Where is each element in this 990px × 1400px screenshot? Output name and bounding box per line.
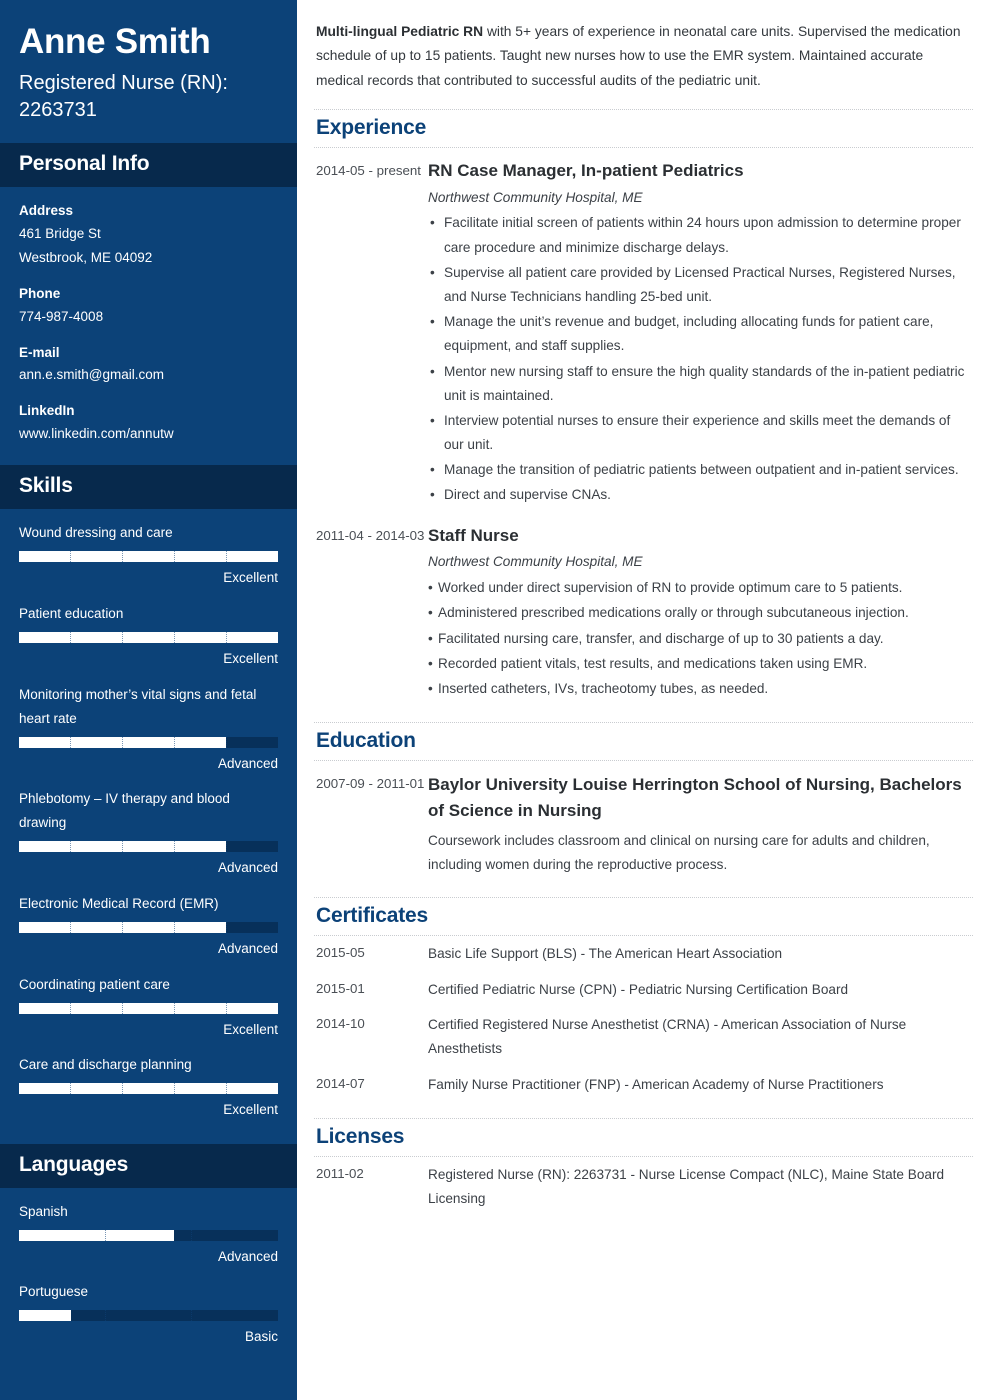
experience-bullet: • Inserted catheters, IVs, tracheotomy tubes, as needed. (428, 677, 971, 701)
languages-level: Basic (244, 1329, 278, 1345)
certificates-row (314, 972, 973, 1008)
skills-level: Excellent (223, 1102, 278, 1118)
bar-segment (227, 737, 278, 748)
experience-bullet: • Supervise all patient care provided by Licensed Practical Nurses, Registered Nurses, and Nurse Technicians handling 25-bed unit. (428, 261, 971, 309)
skills-row (19, 521, 278, 589)
skills-level: Excellent (223, 1021, 278, 1037)
section-licenses (314, 1118, 973, 1216)
skills-bar (19, 737, 278, 748)
skills-bar-fill (19, 737, 226, 748)
skills-name: Care and discharge planning (19, 1057, 192, 1073)
personal-info-label: Address (19, 202, 74, 218)
skills-bar (19, 632, 278, 643)
skills-bar (19, 1083, 278, 1094)
skills-row (19, 683, 278, 775)
certificates-row-text: Certified Pediatric Nurse (CPN) - Pediatric Nursing Certification Board (428, 981, 849, 997)
skills-name: Coordinating patient care (19, 976, 170, 992)
skills-body (0, 509, 297, 1143)
skills-bar-fill (19, 551, 278, 562)
skills-name: Electronic Medical Record (EMR) (19, 895, 219, 911)
languages-row (19, 1200, 278, 1268)
personal-info-value: ann.e.smith@gmail.com (19, 367, 165, 383)
skills-row (19, 1053, 278, 1121)
experience-entry-employer: Northwest Community Hospital, ME (428, 554, 643, 570)
bar-segment (106, 1310, 193, 1321)
skills-row (19, 787, 278, 879)
skills-bar (19, 922, 278, 933)
languages-bar (19, 1310, 278, 1321)
section-header-skills (0, 465, 297, 509)
experience-heading: Experience (314, 109, 973, 148)
skills-bar-fill (19, 922, 226, 933)
section-experience (314, 109, 973, 706)
bar-segment (227, 841, 278, 852)
certificates-row-text: Family Nurse Practitioner (FNP) - American Academy of Nurse Practitioners (428, 1076, 884, 1092)
certificates-row-date: 2015-01 (316, 980, 365, 996)
languages-bar (19, 1230, 278, 1241)
skills-bar-fill (19, 841, 226, 852)
licenses-row-date: 2011-02 (316, 1166, 364, 1182)
certificates-row-date: 2015-05 (316, 945, 365, 961)
languages-level: Advanced (217, 1248, 278, 1264)
section-certificates (314, 897, 973, 1102)
experience-bullet-list (428, 211, 971, 507)
experience-bullet: • Facilitate initial screen of patients within 24 hours upon admission to determine proper care procedure and minimize discharge delays. (428, 211, 971, 259)
skills-bar-fill (19, 1083, 278, 1094)
languages-name: Portuguese (19, 1284, 89, 1300)
experience-bullet: • Recorded patient vitals, test results, and medications taken using EMR. (428, 652, 971, 676)
bar-segment (192, 1230, 278, 1241)
experience-bullet: • Mentor new nursing staff to ensure the high quality standards of the in-patient pediatric unit is maintained. (428, 360, 971, 408)
licenses-heading: Licenses (314, 1118, 973, 1157)
certificates-heading: Certificates (314, 897, 973, 936)
certificates-row-date: 2014-07 (316, 1075, 365, 1091)
skills-row (19, 602, 278, 670)
skills-level: Advanced (217, 860, 278, 876)
skills-row (19, 892, 278, 960)
skills-bar-fill (19, 1003, 278, 1014)
experience-bullet: • Direct and supervise CNAs. (428, 483, 971, 507)
education-entry-description: Coursework includes classroom and clinical on nursing care for adults and children, including women during the reproductive process. (428, 832, 930, 872)
personal-info-label: E-mail (19, 344, 60, 360)
skills-name: Patient education (19, 606, 124, 622)
experience-entry-date: 2011-04 - 2014-03 (316, 527, 425, 543)
personal-info-value: 774-987-4008 (19, 308, 104, 324)
languages-row (19, 1280, 278, 1348)
professional-summary (314, 20, 973, 93)
experience-entry-body (428, 524, 971, 702)
personal-info-value: 461 Bridge St (19, 225, 101, 241)
skills-bar (19, 841, 278, 852)
section-education (314, 722, 973, 881)
main-content (297, 0, 990, 1400)
experience-entry-title: Staff Nurse (428, 525, 519, 545)
skills-name: Monitoring mother’s vital signs and fetal heart rate (19, 686, 257, 726)
skills-level: Excellent (223, 570, 278, 586)
education-entry-title: Baylor University Louise Herrington School of Nursing, Bachelors of Science in Nursing (428, 775, 962, 821)
personal-info-value: Westbrook, ME 04092 (19, 250, 153, 266)
personal-info-item (19, 284, 278, 329)
experience-entry (314, 148, 973, 513)
sidebar-header (0, 0, 297, 143)
skills-name: Wound dressing and care (19, 525, 173, 541)
education-entry (314, 761, 973, 881)
skills-name: Phlebotomy – IV therapy and blood drawing (19, 791, 230, 831)
personal-info-body (0, 187, 297, 466)
certificates-row (314, 936, 973, 972)
experience-bullet: • Manage the unit’s revenue and budget, including allocating funds for patient care, equipment, and staff supplies. (428, 310, 971, 358)
personal-info-heading: Personal Info (19, 151, 150, 175)
experience-bullet: • Administered prescribed medications orally or through subcutaneous injection. (428, 601, 971, 625)
summary-rest: with 5+ years of experience in neonatal care units. Supervised the medication schedule of up to 15 patients. Taught new nurses how to use the EMR system. Maintained accurate medical records that contributed to successful audits of the pediatric unit. (316, 24, 961, 88)
experience-bullet-list (428, 576, 971, 701)
education-entry-date: 2007-09 - 2011-01 (316, 776, 425, 792)
experience-entry-body (428, 159, 971, 509)
experience-bullet: • Worked under direct supervision of RN to provide optimum care to 5 patients. (428, 576, 971, 600)
section-header-personal-info (0, 143, 297, 187)
candidate-name: Anne Smith (19, 22, 211, 61)
skills-bar-fill (19, 632, 278, 643)
skills-level: Advanced (217, 755, 278, 771)
summary-lead: Multi-lingual Pediatric RN (316, 24, 484, 39)
languages-bar-fill (19, 1230, 174, 1241)
bar-segment (227, 922, 278, 933)
certificates-row-text: Certified Registered Nurse Anesthetist (CRNA) - American Association of Nurse Anesthetists (428, 1017, 907, 1057)
education-entry-body (428, 772, 971, 877)
skills-row (19, 973, 278, 1041)
experience-entry-title: RN Case Manager, In-patient Pediatrics (428, 160, 744, 180)
personal-info-label: LinkedIn (19, 402, 75, 418)
personal-info-item (19, 343, 278, 388)
certificates-row-text: Basic Life Support (BLS) - The American Heart Association (428, 946, 783, 962)
bar-segment (192, 1310, 278, 1321)
languages-body (0, 1188, 297, 1371)
skills-bar (19, 551, 278, 562)
experience-bullet: • Interview potential nurses to ensure their experience and skills meet the demands of our unit. (428, 409, 971, 457)
personal-info-item (19, 201, 278, 271)
skills-level: Excellent (223, 651, 278, 667)
sidebar (0, 0, 297, 1400)
personal-info-item (19, 401, 278, 446)
experience-entry (314, 513, 973, 706)
experience-bullet: • Facilitated nursing care, transfer, and discharge of up to 30 patients a day. (428, 627, 971, 651)
licenses-row-text: Registered Nurse (RN): 2263731 - Nurse License Compact (NLC), Maine State Board Licensing (428, 1167, 945, 1207)
education-heading: Education (314, 722, 973, 761)
personal-info-value: www.linkedin.com/annutw (19, 425, 174, 441)
section-header-languages (0, 1144, 297, 1188)
certificates-row (314, 1067, 973, 1103)
languages-heading: Languages (19, 1152, 129, 1176)
languages-name: Spanish (19, 1203, 68, 1219)
certificates-row (314, 1007, 973, 1066)
skills-bar (19, 1003, 278, 1014)
certificates-row-date: 2014-10 (316, 1016, 365, 1032)
candidate-job-title: Registered Nurse (RN): 2263731 (19, 72, 228, 121)
experience-entry-date: 2014-05 - present (316, 162, 421, 178)
licenses-row (314, 1157, 973, 1216)
skills-heading: Skills (19, 474, 73, 498)
experience-bullet: • Manage the transition of pediatric patients between outpatient and in-patient services. (428, 458, 971, 482)
languages-bar-fill (19, 1310, 71, 1321)
skills-level: Advanced (217, 940, 278, 956)
personal-info-label: Phone (19, 286, 61, 302)
experience-entry-employer: Northwest Community Hospital, ME (428, 189, 643, 205)
